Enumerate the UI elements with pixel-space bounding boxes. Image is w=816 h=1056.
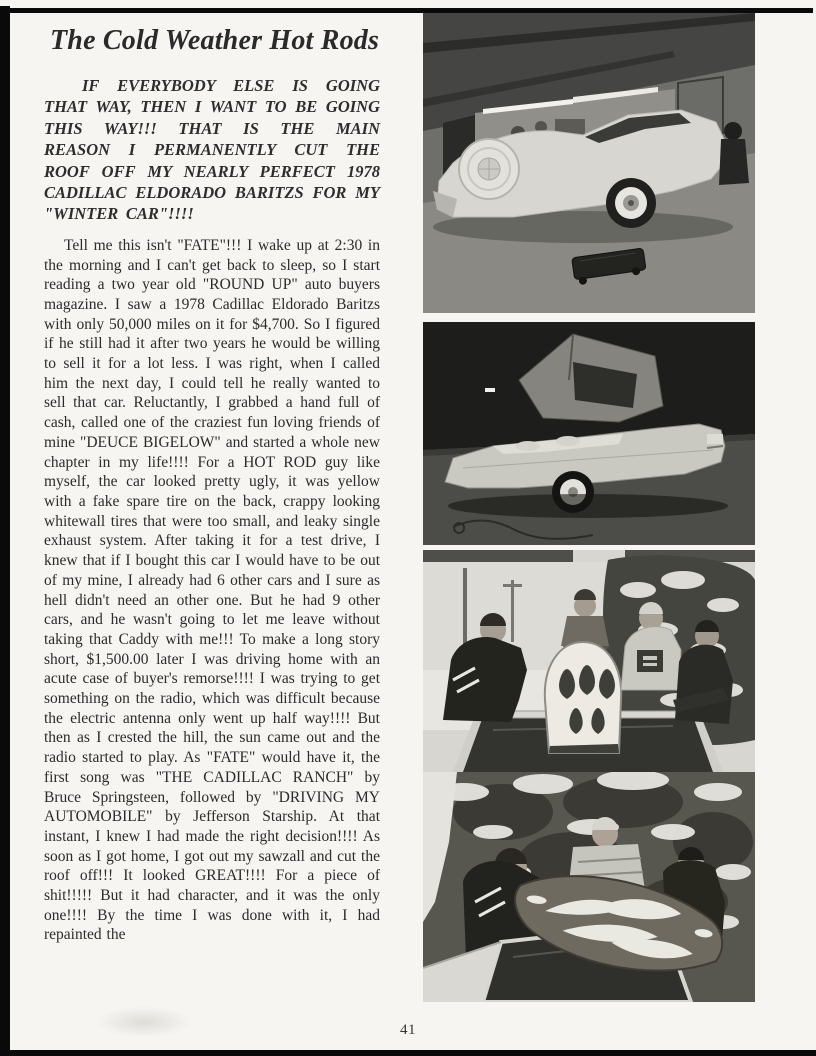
photo-cadillac-garage-illustration [423,13,755,313]
photo-snow-board-closeup-illustration [423,772,755,1002]
flame-board [545,642,621,753]
article-text-column [44,24,380,945]
photo-column [423,13,755,1003]
photo-cadillac-roof-cut [423,322,755,545]
page-border-bottom [0,1050,816,1056]
page-title: The Cold Weather Hot Rods [50,25,380,56]
photo-cadillac-garage [423,13,755,313]
photo-snow-board-closeup [423,772,755,1002]
lead-paragraph: IF EVERYBODY ELSE IS GOING THAT WAY, THEN I WANT TO BE GOING THIS WAY!!! THAT IS THE MAIN REASON I PERMANENTLY CUT THE ROOF OFF MY NEARLY PERFECT 1978 CADILLAC ELDORADO BARITZS FOR MY "WINTER CAR"!!!! [44,76,380,224]
page-border-left [0,6,10,1056]
body-paragraph: Tell me this isn't "FATE"!!! I wake up at 2:30 in the morning and I can't get back to sleep, so I start reading a two year old "ROUND UP" auto buyers magazine. I saw a 1978 Cadillac Eldorado Baritzs with only 50,000 miles on it for $4,700. So I figured if he still had it after two years he would be willing to sell it for a lot less. I was right, when I called him the next day, I could tell he really wanted to sell that car. Reluctantly, I grabbed a hand full of cash, called one of the craziest fun loving friends of mine "DEUCE BIGELOW" and started a whole new chapter in my life!!!! For a HOT ROD guy like myself, the car looked pretty ugly, it was yellow with a fake spare tire on the back, crappy looking whitewall tires that were too small, and leaky single exhaust system. After taking it for a test drive, I knew that if I bought this car I would have to be out of my mine, I already had 6 other cars and I sure as hell didn't need an other one. But he had 9 other cars, and he wasn't going to let me leave without taking that Caddy with me!!! To make a long story short, $1,500.00 later I was driving home with an acute case of buyer's remorse!!!! I was trying to get something on the radio, which was difficult because the electric antenna only went up half way!!!! But then as I crested the hill, the sun came out and the radio started to play. As "FATE" would have it, the first song was "THE CADILLAC RANCH" by Bruce Springsteen, followed by "DRIVING MY AUTOMOBILE" by Jefferson Starship. At that instant, I knew I had made the right decision!!!! As soon as I got home, I got out my sawzall and cut the roof off!!! It looked GREAT!!!! For a piece of shit!!!!! But it had character, and it was the only one!!!! By the time I was done with it, I had repainted the [44,236,380,944]
photo-snow-group-board-illustration [423,550,755,772]
photo-snow-group-board [423,550,755,772]
page-number: 41 [400,1022,416,1038]
photo-cadillac-roof-cut-illustration [423,322,755,545]
spare-tire [459,139,519,199]
